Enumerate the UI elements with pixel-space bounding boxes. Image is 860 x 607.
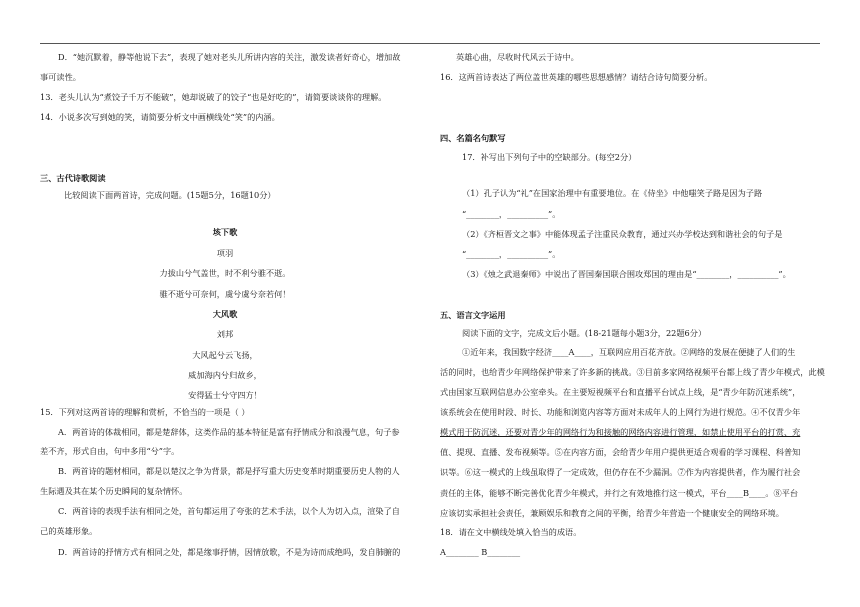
poem1-line1: 力拔山兮气盖世，时不利兮骓不逝。 [159, 268, 291, 278]
passage-line8: 责任的主体，能够不断完善优化青少年模式，并行之有效地推行这一模式，平台____B____。⑧平台 [440, 488, 799, 498]
section-4-heading: 四、名篇名句默写 [440, 133, 506, 143]
question-13: 13．老头儿认为“煮饺子千万不能破”，她却说破了的饺子“也是好吃的”，请简要谈谈你的理解。 [40, 92, 387, 102]
question-14: 14．小说多次写到她的笑，请简要分析文中画横线处“笑”的内涵。 [40, 112, 280, 122]
q15-option-d-line2: 英雄心曲，尽收时代风云于诗中。 [456, 52, 579, 62]
section-3-intro: 比较阅读下面两首诗，完成问题。(15题5分，16题10分） [64, 190, 276, 200]
q15-option-b-line2: 生际遇及其在某个历史瞬间的复杂情怀。 [40, 486, 188, 496]
poem2-author: 刘邦 [216, 329, 234, 339]
q17-item2-line2: “________，__________”。 [462, 249, 561, 259]
q15-option-c-line1: C．两首诗的表现手法有相同之处，首句都运用了夸张的艺术手法，以个人为切入点，渲染了自 [58, 506, 400, 516]
q12-option-d-line2: 事可读性。 [40, 72, 81, 82]
q17-item3: （3）《烛之武退秦师》中说出了晋国秦国联合围攻郑国的理由是“________，__________”。 [462, 269, 791, 279]
poem2-line3: 安得猛士兮守四方！ [188, 390, 262, 400]
q12-option-d-line1: D．“她沉默着，静等他说下去”，表现了她对老头儿所讲内容的关注，激发读者好奇心，增加故 [58, 52, 401, 62]
poem1-title: 垓下歌 [212, 227, 238, 237]
section-5-heading: 五、语言文字运用 [440, 310, 506, 320]
passage-line1: ①近年来，我国数字经济____A____，互联网应用百花齐放。②网络的发展在便捷了人们的生 [462, 347, 796, 357]
passage-line7: 识等。⑥这一模式的上线虽取得了一定成效，但仍存在不少漏洞。⑦作为内容提供者，作为履行社会 [440, 467, 801, 477]
q17-item1-line2: “________，__________”。 [462, 209, 561, 219]
poem2-line1: 大风起兮云飞扬， [192, 350, 258, 360]
question-15: 15．下列对这两首诗的理解和赏析，不恰当的一项是（ ） [40, 407, 250, 417]
section-5-intro: 阅读下面的文字，完成文后小题。(18-21题每小题3分，22题6分） [462, 328, 707, 338]
question-18: 18．请在文中横线处填入恰当的成语。 [440, 527, 582, 537]
passage-line3: 式由国家互联网信息办公室牵头。在主要短视频平台和直播平台试点上线，是“青少年防沉迷系统”， [440, 387, 801, 397]
q15-option-d-line1: D．两首诗的抒情方式有相同之处，都是缘事抒情，因情放歌，不是为诗而成绝吗，发自肺腑的 [58, 547, 401, 557]
passage-line6: 值、提现、直播、发布视频等。⑤在内容方面，会给青少年用户提供更适合观看的学习课程、科普知 [440, 447, 801, 457]
q17-item2-line1: （2）《齐桓晋文之事》中能体现孟子注重民众教育，通过兴办学校达到和谐社会的句子是 [462, 229, 783, 239]
passage-line9: 应该切实承担社会责任，兼顾娱乐和教育之间的平衡，给青少年营造一个健康安全的网络环境。 [440, 508, 784, 518]
passage-line2: 活的同时，也给青少年网络保护带来了许多新的挑战。③目前多家网络视频平台都上线了青少年模式，此模 [440, 367, 825, 377]
poem1-author: 项羽 [216, 248, 234, 258]
section-3-heading: 三、古代诗歌阅读 [40, 173, 106, 183]
q17-item1-line1: （1）孔子认为“礼”在国家治理中有重要地位。在《侍坐》中他嗤笑子路是因为子路 [462, 188, 763, 198]
q15-option-b-line1: B．两首诗的题材相同，都是以楚汉之争为背景，都是抒写重大历史变革时期重要历史人物的人 [58, 466, 400, 476]
q15-option-c-line2: 己的英雄形象。 [40, 526, 98, 536]
poem2-line2: 威加海内兮归故乡， [188, 370, 262, 380]
poem2-title: 大风歌 [212, 309, 238, 319]
passage-line4: 该系统会在使用时段、时长、功能和浏览内容等方面对未成年人的上网行为进行规范。④不仅青少年 [440, 407, 801, 417]
q18-answer-blanks: A________ B________ [440, 547, 521, 557]
poem1-line2: 骓不逝兮可奈何，虞兮虞兮奈若何！ [159, 289, 291, 299]
q15-option-a-line2: 差不齐，形式自由，句中多用“兮”字。 [40, 446, 180, 456]
question-17: 17．补写出下列句子中的空缺部分。(每空2分） [462, 152, 637, 162]
q15-option-a-line1: A．两首诗的体裁相同，都是楚辞体，这类作品的基本特征是富有抒情成分和浪漫气息，句子参 [58, 427, 400, 437]
passage-line5: 模式用于防沉迷，还要对青少年的网络行为和接触的网络内容进行管理，如禁止使用平台的打赏、充 [440, 427, 801, 437]
question-16: 16．这两首诗表达了两位盖世英雄的哪些思想感情？请结合诗句简要分析。 [440, 72, 713, 82]
